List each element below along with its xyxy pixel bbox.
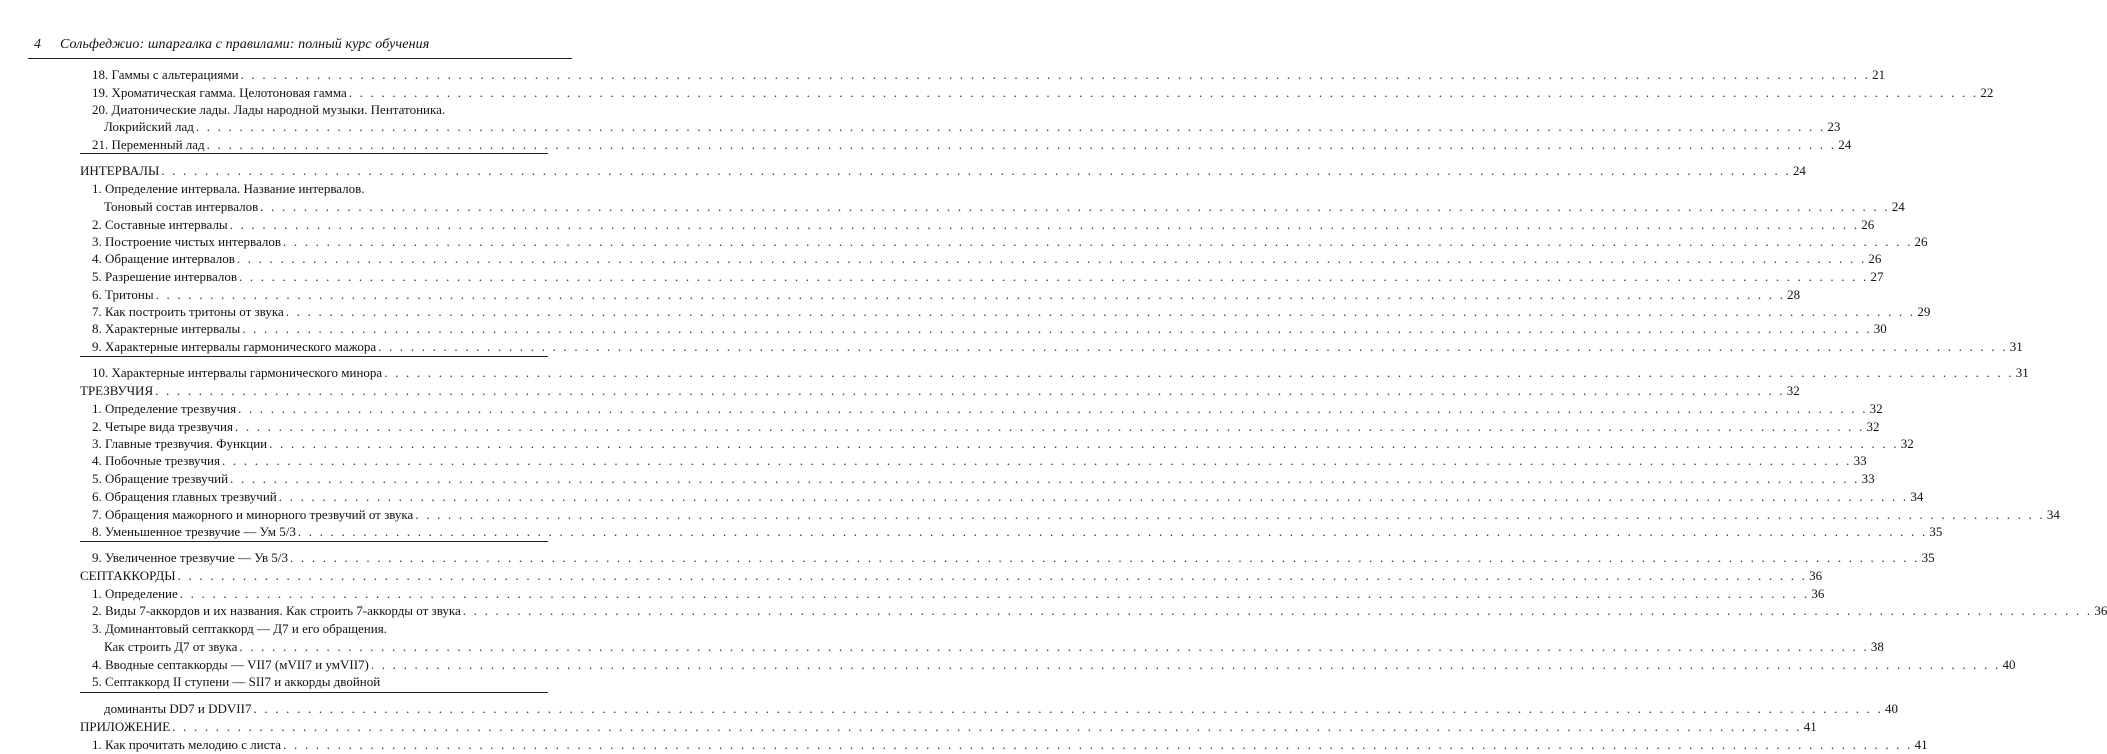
toc-entry [0,233,1928,251]
toc-entry [0,585,1825,603]
toc-entry [0,303,1931,321]
toc-entry [0,250,1882,268]
toc-section-heading [0,718,1817,736]
toc-entry-text: ПРИЛОЖЕНИЕ [80,719,171,734]
book-title: Сольфеджио: шпаргалка с правилами: полный курс обучения [60,37,430,52]
toc-entry-text: 1. Определение трезвучия [92,401,237,416]
toc-entry [0,602,2107,620]
dot-leader: . . . . . . . . . . . . . . . . . . . . . . . . . . . . . . . . . . . . . . . . . . . . . . . . . . . . . . . . . . . . . . . . . . . . . . . . . . . . . . . . . . . . . . . . . . . . . . . . . . . . . . . . . . . . . . . . . . . . . . . . . . . . . . . . . . . . . . . . . . . . . . . . . . . . . . [283,737,1913,752]
toc-entry-text: 7. Как построить тритоны от звука [92,304,284,319]
dot-leader: . . . . . . . . . . . . . . . . . . . . . . . . . . . . . . . . . . . . . . . . . . . . . . . . . . . . . . . . . . . . . . . . . . . . . . . . . . . . . . . . . . . . . . . . . . . . . . . . . . . . . . . . . . . . . . . . . . . . . . . . . . . . . . . . . . . . . . . . . . . . . . . . . . . . . . [253,701,1884,716]
dot-leader: . . . . . . . . . . . . . . . . . . . . . . . . . . . . . . . . . . . . . . . . . . . . . . . . . . . . . . . . . . . . . . . . . . . . . . . . . . . . . . . . . . . . . . . . . . . . . . . . . . . . . . . . . . . . . . . . . . . . . . . . . . . . . . . . . . . . . . . . . . . . . . . . . . . . . . [240,67,1871,82]
toc-page-number: 24 [1792,163,1806,178]
dot-leader: . . . . . . . . . . . . . . . . . . . . . . . . . . . . . . . . . . . . . . . . . . . . . . . . . . . . . . . . . . . . . . . . . . . . . . . . . . . . . . . . . . . . . . . . . . . . . . . . . . . . . . . . . . . . . . . . . . . . . . . . . . . . . . . . . . . . . . . . . . . . . . . . . . . . . . [172,719,1802,734]
toc-entry-text: Локрийский лад [104,119,194,134]
toc-entry-text: 10. Характерные интервалы гармонического минора [92,365,383,380]
toc-entry [0,268,1884,286]
toc-page-number: 33 [1853,453,1867,468]
toc-entry-text: 1. Как прочитать мелодию с листа [92,737,282,752]
toc-page-number: 36 [1811,586,1825,601]
toc-page-number: 26 [1861,217,1875,232]
dot-leader: . . . . . . . . . . . . . . . . . . . . . . . . . . . . . . . . . . . . . . . . . . . . . . . . . . . . . . . . . . . . . . . . . . . . . . . . . . . . . . . . . . . . . . . . . . . . . . . . . . . . . . . . . . . . . . . . . . . . . . . . . . . . . . . . . . . . . . . . . . . . . . . . . . . . . . [222,453,1852,468]
toc-entry [0,66,1886,84]
dot-leader: . . . . . . . . . . . . . . . . . . . . . . . . . . . . . . . . . . . . . . . . . . . . . . . . . . . . . . . . . . . . . . . . . . . . . . . . . . . . . . . . . . . . . . . . . . . . . . . . . . . . . . . . . . . . . . . . . . . . . . . . . . . . . . . . . . . . . . . . . . . . . . . . . . . . . . [260,199,1890,214]
toc-page-number: 35 [1921,550,1935,565]
toc-entry-text: 5. Обращение трезвучий [92,471,229,486]
toc-page-number: 22 [1980,85,1994,100]
dot-leader: . . . . . . . . . . . . . . . . . . . . . . . . . . . . . . . . . . . . . . . . . . . . . . . . . . . . . . . . . . . . . . . . . . . . . . . . . . . . . . . . . . . . . . . . . . . . . . . . . . . . . . . . . . . . . . . . . . . . . . . . . . . . . . . . . . . . . . . . . . . . . . . . . . . . . . [242,321,1872,336]
toc-section-heading [0,162,1806,180]
toc-entry-text: 7. Обращения мажорного и минорного трезвучий от звука [92,507,414,522]
toc-page-number: 32 [1869,401,1883,416]
toc-entry [0,523,1943,541]
dot-leader: . . . . . . . . . . . . . . . . . . . . . . . . . . . . . . . . . . . . . . . . . . . . . . . . . . . . . . . . . . . . . . . . . . . . . . . . . . . . . . . . . . . . . . . . . . . . . . . . . . . . . . . . . . . . . . . . . . . . . . . . . . . . . . . . . . . . . . . . . . . . . . . . . . . . . . [282,234,1913,249]
toc-entry [0,488,1924,506]
toc-page-number: 40 [2002,657,2016,672]
toc-entry [0,673,600,691]
section-divider [80,356,548,357]
dot-leader: . . . . . . . . . . . . . . . . . . . . . . . . . . . . . . . . . . . . . . . . . . . . . . . . . . . . . . . . . . . . . . . . . . . . . . . . . . . . . . . . . . . . . . . . . . . . . . . . . . . . . . . . . . . . . . . . . . . . . . . . . . . . . . . . . . . . . . . . . . . . . . . . . . . . . . [239,639,1869,654]
toc-entry-text: 19. Хроматическая гамма. Целотоновая гамма [92,85,347,100]
toc-entry-text: Тоновый состав интервалов [104,199,259,214]
toc-entry-text: СЕПТАККОРДЫ [80,568,176,583]
page-number: 4 [34,37,41,52]
toc-entry [0,364,2029,382]
toc-page-number: 26 [1868,251,1882,266]
dot-leader: . . . . . . . . . . . . . . . . . . . . . . . . . . . . . . . . . . . . . . . . . . . . . . . . . . . . . . . . . . . . . . . . . . . . . . . . . . . . . . . . . . . . . . . . . . . . . . . . . . . . . . . . . . . . . . . . . . . . . . . . . . . . . . . . . . . . . . . . . . . . . . . . . . . . . . [384,365,2014,380]
dot-leader: . . . . . . . . . . . . . . . . . . . . . . . . . . . . . . . . . . . . . . . . . . . . . . . . . . . . . . . . . . . . . . . . . . . . . . . . . . . . . . . . . . . . . . . . . . . . . . . . . . . . . . . . . . . . . . . . . . . . . . . . . . . . . . . . . . . . . . . . . . . . . . . . . . . . . . [236,251,1867,266]
toc-page-number: 31 [2015,365,2029,380]
toc-page-number: 34 [1910,489,1924,504]
dot-leader: . . . . . . . . . . . . . . . . . . . . . . . . . . . . . . . . . . . . . . . . . . . . . . . . . . . . . . . . . . . . . . . . . . . . . . . . . . . . . . . . . . . . . . . . . . . . . . . . . . . . . . . . . . . . . . . . . . . . . . . . . . . . . . . . . . . . . . . . . . . . . . . . . . . . . . [290,550,1920,565]
toc-entry-text: 5. Разрешение интервалов [92,269,237,284]
toc-entry-text: 4. Обращение интервалов [92,251,235,266]
toc-entry [0,338,2023,356]
dot-leader: . . . . . . . . . . . . . . . . . . . . . . . . . . . . . . . . . . . . . . . . . . . . . . . . . . . . . . . . . . . . . . . . . . . . . . . . . . . . . . . . . . . . . . . . . . . . . . . . . . . . . . . . . . . . . . . . . . . . . . . . . . . . . . . . . . . . . . . . . . . . . . . . . . . . . . [348,85,1979,100]
toc-page-number: 36 [1809,568,1823,583]
toc-page-number: 32 [1900,436,1914,451]
toc-page-number: 24 [1891,199,1905,214]
toc-section-heading [0,567,1823,585]
toc-page-number: 24 [1838,137,1852,152]
toc-page-number: 32 [1786,383,1800,398]
section-divider [80,692,548,693]
toc-entry-text: 1. Определение [92,586,178,601]
toc-entry-continuation [0,198,1905,216]
toc-page-number: 36 [2094,603,2107,618]
dot-leader: . . . . . . . . . . . . . . . . . . . . . . . . . . . . . . . . . . . . . . . . . . . . . . . . . . . . . . . . . . . . . . . . . . . . . . . . . . . . . . . . . . . . . . . . . . . . . . . . . . . . . . . . . . . . . . . . . . . . . . . . . . . . . . . . . . . . . . . . . . . . . . . . . . . . . . [297,524,1928,539]
dot-leader: . . . . . . . . . . . . . . . . . . . . . . . . . . . . . . . . . . . . . . . . . . . . . . . . . . . . . . . . . . . . . . . . . . . . . . . . . . . . . . . . . . . . . . . . . . . . . . . . . . . . . . . . . . . . . . . . . . . . . . . . . . . . . . . . . . . . . . . . . . . . . . . . . . . . . . [234,419,1865,434]
dot-leader: . . . . . . . . . . . . . . . . . . . . . . . . . . . . . . . . . . . . . . . . . . . . . . . . . . . . . . . . . . . . . . . . . . . . . . . . . . . . . . . . . . . . . . . . . . . . . . . . . . . . . . . . . . . . . . . . . . . . . . . . . . . . . . . . . . . . . . . . . . . . . . . . . . . . . . [230,471,1860,486]
toc-entry-text: 20. Диатонические лады. Лады народной музыки. Пентатоника. [92,102,446,117]
toc-entry [0,180,600,198]
toc-page-number: 40 [1885,701,1899,716]
toc-entry [0,286,1801,304]
toc-page-number: 26 [1914,234,1928,249]
toc-entry-text: 4. Вводные септаккорды — VII7 (мVII7 и умVII7) [92,657,369,672]
dot-leader: . . . . . . . . . . . . . . . . . . . . . . . . . . . . . . . . . . . . . . . . . . . . . . . . . . . . . . . . . . . . . . . . . . . . . . . . . . . . . . . . . . . . . . . . . . . . . . . . . . . . . . . . . . . . . . . . . . . . . . . . . . . . . . . . . . . . . . . . . . . . . . . . . . . . . . [278,489,1909,504]
toc-entry-text: 2. Четыре вида трезвучия [92,419,233,434]
toc-entry-text: 3. Доминантовый септаккорд — Д7 и его обращения. [92,621,387,636]
toc-entry-text: 1. Определение интервала. Название интервалов. [92,181,365,196]
toc-page-number: 21 [1872,67,1886,82]
toc-entry-text: 9. Характерные интервалы гармонического мажора [92,339,377,354]
toc-page-number: 41 [1803,719,1817,734]
toc-entry-text: 8. Характерные интервалы [92,321,241,336]
toc-page-number: 31 [2009,339,2023,354]
dot-leader: . . . . . . . . . . . . . . . . . . . . . . . . . . . . . . . . . . . . . . . . . . . . . . . . . . . . . . . . . . . . . . . . . . . . . . . . . . . . . . . . . . . . . . . . . . . . . . . . . . . . . . . . . . . . . . . . . . . . . . . . . . . . . . . . . . . . . . . . . . . . . . . . . . . . . . [238,401,1868,416]
toc-entry-text: 5. Септаккорд II ступени — SII7 и аккорды двойной [92,674,381,689]
toc-entry-text: 2. Составные интервалы [92,217,228,232]
toc-entry-text: 3. Главные трезвучия. Функции [92,436,268,451]
toc-page-number: 41 [1914,737,1928,752]
toc-entry [0,470,1875,488]
toc-entry [0,736,1928,754]
toc-entry-text: Как строить Д7 от звука [104,639,238,654]
toc-entry-text: 2. Виды 7-аккордов и их названия. Как строить 7-аккорды от звука [92,603,461,618]
toc-entry [0,400,1883,418]
toc-page-number: 23 [1827,119,1841,134]
toc-section-heading [0,382,1800,400]
toc-page-number: 30 [1873,321,1887,336]
toc-entry [0,549,1935,567]
dot-leader: . . . . . . . . . . . . . . . . . . . . . . . . . . . . . . . . . . . . . . . . . . . . . . . . . . . . . . . . . . . . . . . . . . . . . . . . . . . . . . . . . . . . . . . . . . . . . . . . . . . . . . . . . . . . . . . . . . . . . . . . . . . . . . . . . . . . . . . . . . . . . . . . . . . . . . [238,269,1869,284]
toc-entry [0,136,1852,154]
dot-leader: . . . . . . . . . . . . . . . . . . . . . . . . . . . . . . . . . . . . . . . . . . . . . . . . . . . . . . . . . . . . . . . . . . . . . . . . . . . . . . . . . . . . . . . . . . . . . . . . . . . . . . . . . . . . . . . . . . . . . . . . . . . . . . . . . . . . . . . . . . . . . . . . . . . . . . [179,586,1810,601]
toc-entry-continuation [0,118,1841,136]
toc-entry-continuation [0,638,1884,656]
toc-entry-text: 21. Переменный лад [92,137,205,152]
toc-entry [0,84,1994,102]
toc-entry [0,418,1880,436]
toc-entry-text: ИНТЕРВАЛЫ [80,163,160,178]
dot-leader: . . . . . . . . . . . . . . . . . . . . . . . . . . . . . . . . . . . . . . . . . . . . . . . . . . . . . . . . . . . . . . . . . . . . . . . . . . . . . . . . . . . . . . . . . . . . . . . . . . . . . . . . . . . . . . . . . . . . . . . . . . . . . . . . . . . . . . . . . . . . . . . . . . . . . . [206,137,1837,152]
toc-page-number: 29 [1917,304,1931,319]
dot-leader: . . . . . . . . . . . . . . . . . . . . . . . . . . . . . . . . . . . . . . . . . . . . . . . . . . . . . . . . . . . . . . . . . . . . . . . . . . . . . . . . . . . . . . . . . . . . . . . . . . . . . . . . . . . . . . . . . . . . . . . . . . . . . . . . . . . . . . . . . . . . . . . . . . . . . . [370,657,2001,672]
toc-page-number: 27 [1870,269,1884,284]
toc-page-number: 34 [2046,507,2060,522]
dot-leader: . . . . . . . . . . . . . . . . . . . . . . . . . . . . . . . . . . . . . . . . . . . . . . . . . . . . . . . . . . . . . . . . . . . . . . . . . . . . . . . . . . . . . . . . . . . . . . . . . . . . . . . . . . . . . . . . . . . . . . . . . . . . . . . . . . . . . . . . . . . . . . . . . . . . . . [195,119,1826,134]
toc-entry-text: ТРЕЗВУЧИЯ [80,383,154,398]
dot-leader: . . . . . . . . . . . . . . . . . . . . . . . . . . . . . . . . . . . . . . . . . . . . . . . . . . . . . . . . . . . . . . . . . . . . . . . . . . . . . . . . . . . . . . . . . . . . . . . . . . . . . . . . . . . . . . . . . . . . . . . . . . . . . . . . . . . . . . . . . . . . . . . . . . . . . . [378,339,2008,354]
toc-page-number: 33 [1861,471,1875,486]
toc-entry [0,452,1867,470]
toc-page-number: 28 [1787,287,1801,302]
dot-leader: . . . . . . . . . . . . . . . . . . . . . . . . . . . . . . . . . . . . . . . . . . . . . . . . . . . . . . . . . . . . . . . . . . . . . . . . . . . . . . . . . . . . . . . . . . . . . . . . . . . . . . . . . . . . . . . . . . . . . . . . . . . . . . . . . . . . . . . . . . . . . . . . . . . . . . [161,163,1791,178]
toc-entry-text: 6. Обращения главных трезвучий [92,489,277,504]
dot-leader: . . . . . . . . . . . . . . . . . . . . . . . . . . . . . . . . . . . . . . . . . . . . . . . . . . . . . . . . . . . . . . . . . . . . . . . . . . . . . . . . . . . . . . . . . . . . . . . . . . . . . . . . . . . . . . . . . . . . . . . . . . . . . . . . . . . . . . . . . . . . . . . . . . . . . . [415,507,2045,522]
toc-entry-text: 6. Тритоны [92,287,154,302]
dot-leader: . . . . . . . . . . . . . . . . . . . . . . . . . . . . . . . . . . . . . . . . . . . . . . . . . . . . . . . . . . . . . . . . . . . . . . . . . . . . . . . . . . . . . . . . . . . . . . . . . . . . . . . . . . . . . . . . . . . . . . . . . . . . . . . . . . . . . . . . . . . . . . . . . . . . . . [155,287,1786,302]
toc-entry-text: доминанты DD7 и DDVII7 [104,701,252,716]
section-divider [80,541,548,542]
toc-entry-text: 18. Гаммы с альтерациями [92,67,239,82]
toc-entry-text: 9. Увеличенное трезвучие — Ув 5/3 [92,550,289,565]
toc-entry [0,506,2060,524]
toc-entry [0,620,600,638]
toc-entry-text: 3. Построение чистых интервалов [92,234,281,249]
toc-entry [0,320,1887,338]
toc-page-number: 38 [1870,639,1884,654]
dot-leader: . . . . . . . . . . . . . . . . . . . . . . . . . . . . . . . . . . . . . . . . . . . . . . . . . . . . . . . . . . . . . . . . . . . . . . . . . . . . . . . . . . . . . . . . . . . . . . . . . . . . . . . . . . . . . . . . . . . . . . . . . . . . . . . . . . . . . . . . . . . . . . . . . . . . . . [269,436,1899,451]
toc-page-number: 32 [1866,419,1880,434]
toc-entry [0,216,1875,234]
toc-entry-text: 8. Уменьшенное трезвучие — Ум 5/3 [92,524,296,539]
toc-entry [0,101,600,119]
toc-entry-text: 4. Побочные трезвучия [92,453,220,468]
toc-page-number: 35 [1929,524,1943,539]
toc-entry [0,656,2016,674]
dot-leader: . . . . . . . . . . . . . . . . . . . . . . . . . . . . . . . . . . . . . . . . . . . . . . . . . . . . . . . . . . . . . . . . . . . . . . . . . . . . . . . . . . . . . . . . . . . . . . . . . . . . . . . . . . . . . . . . . . . . . . . . . . . . . . . . . . . . . . . . . . . . . . . . . . . . . . [462,603,2093,618]
toc-entry [0,435,1914,453]
dot-leader: . . . . . . . . . . . . . . . . . . . . . . . . . . . . . . . . . . . . . . . . . . . . . . . . . . . . . . . . . . . . . . . . . . . . . . . . . . . . . . . . . . . . . . . . . . . . . . . . . . . . . . . . . . . . . . . . . . . . . . . . . . . . . . . . . . . . . . . . . . . . . . . . . . . . . . [285,304,1916,319]
dot-leader: . . . . . . . . . . . . . . . . . . . . . . . . . . . . . . . . . . . . . . . . . . . . . . . . . . . . . . . . . . . . . . . . . . . . . . . . . . . . . . . . . . . . . . . . . . . . . . . . . . . . . . . . . . . . . . . . . . . . . . . . . . . . . . . . . . . . . . . . . . . . . . . . . . . . . . [177,568,1808,583]
toc-entry-continuation [0,700,1899,718]
dot-leader: . . . . . . . . . . . . . . . . . . . . . . . . . . . . . . . . . . . . . . . . . . . . . . . . . . . . . . . . . . . . . . . . . . . . . . . . . . . . . . . . . . . . . . . . . . . . . . . . . . . . . . . . . . . . . . . . . . . . . . . . . . . . . . . . . . . . . . . . . . . . . . . . . . . . . . [229,217,1860,232]
dot-leader: . . . . . . . . . . . . . . . . . . . . . . . . . . . . . . . . . . . . . . . . . . . . . . . . . . . . . . . . . . . . . . . . . . . . . . . . . . . . . . . . . . . . . . . . . . . . . . . . . . . . . . . . . . . . . . . . . . . . . . . . . . . . . . . . . . . . . . . . . . . . . . . . . . . . . . [155,383,1785,398]
